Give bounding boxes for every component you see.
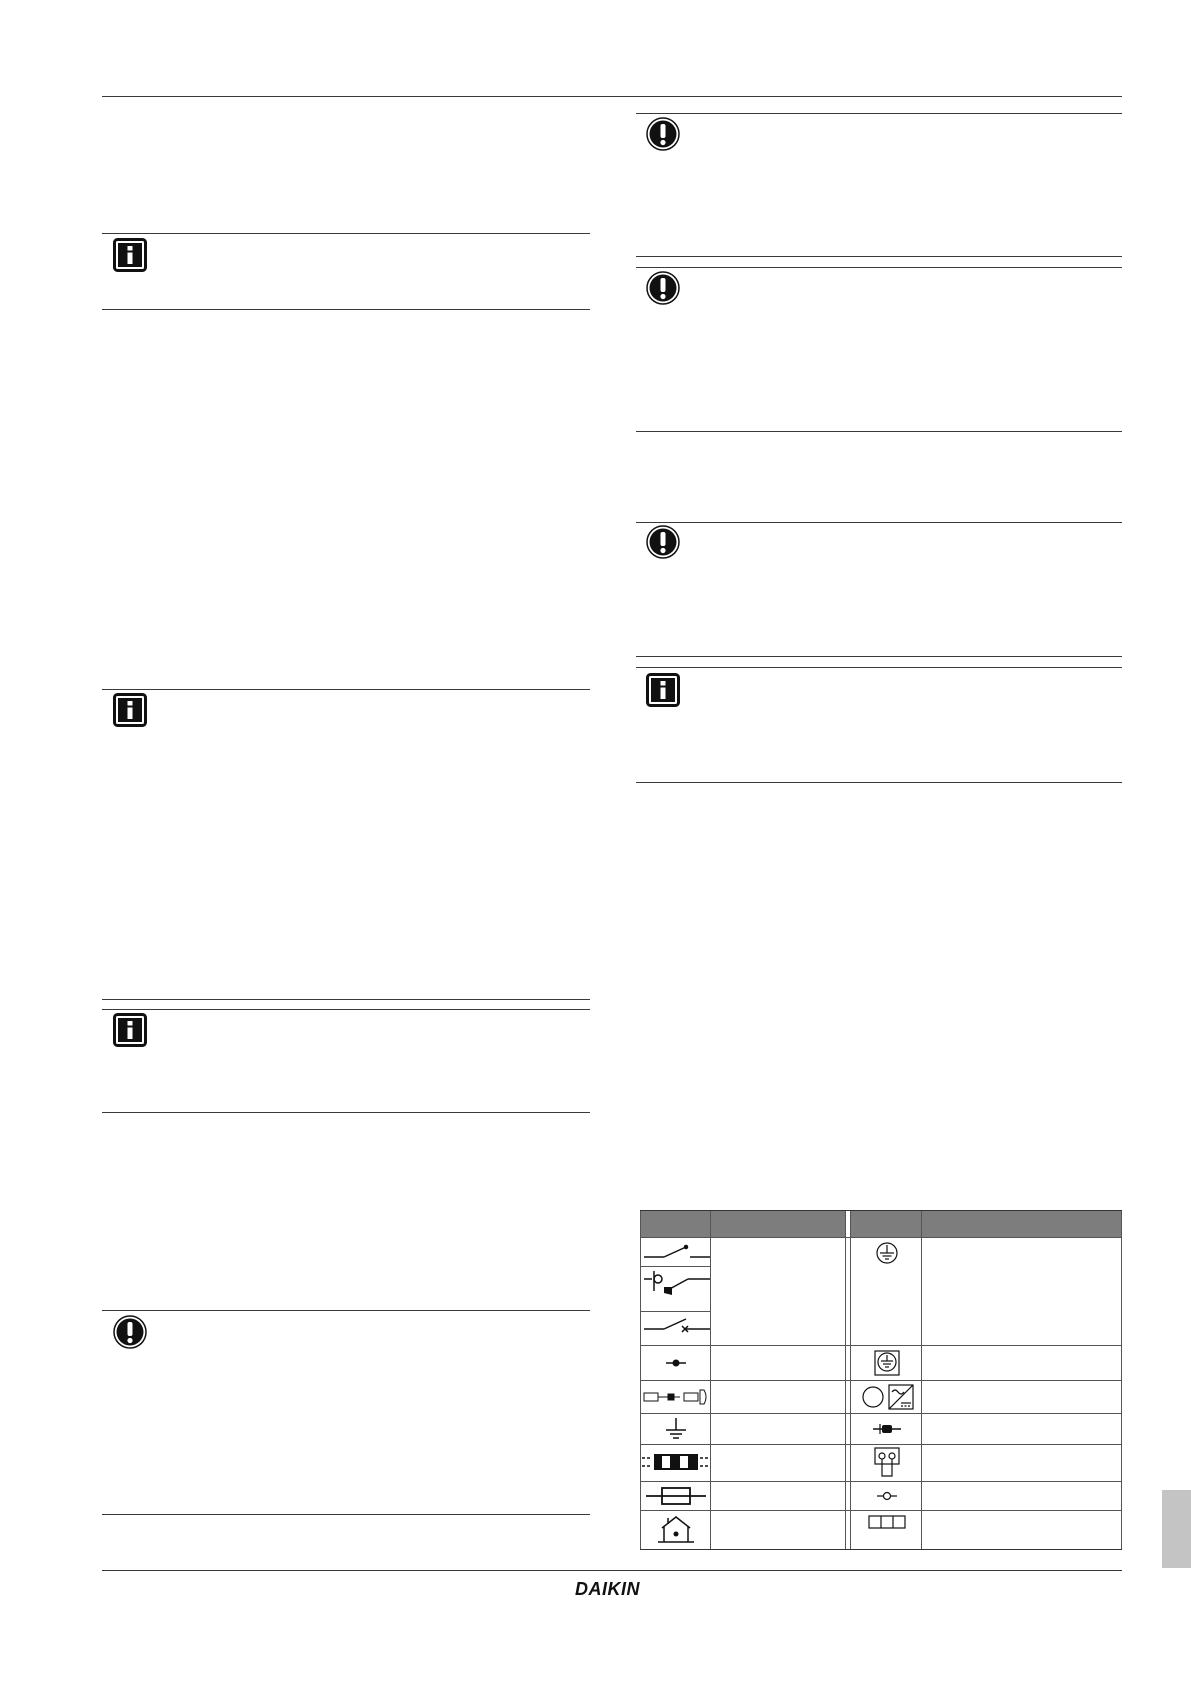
connection-symbol bbox=[642, 1347, 710, 1379]
info-icon bbox=[113, 693, 147, 727]
info-note-4-top-rule bbox=[636, 667, 1122, 668]
daikin-logo: DAIKIN bbox=[575, 1579, 640, 1599]
protective-earth-symbol bbox=[853, 1239, 921, 1269]
important-note-1-bottom-rule bbox=[102, 1514, 590, 1515]
important-note-2-top-rule bbox=[636, 113, 1122, 114]
connector-symbols bbox=[642, 1382, 710, 1412]
table-row-line bbox=[640, 1481, 1122, 1482]
info-note-3-bottom-rule bbox=[102, 1112, 590, 1113]
fuse-symbol bbox=[642, 1483, 710, 1509]
info-note-2-top-rule bbox=[102, 689, 590, 690]
chapter-side-tab bbox=[1162, 1490, 1191, 1568]
important-note-3-bottom-rule bbox=[636, 431, 1122, 432]
info-icon bbox=[113, 1013, 147, 1047]
table-header-cell bbox=[922, 1211, 1122, 1237]
header-rule bbox=[102, 96, 1122, 97]
important-note-4-top-rule bbox=[636, 522, 1122, 523]
ferrite-core-symbol bbox=[642, 1446, 710, 1480]
table-header-cell bbox=[851, 1211, 921, 1237]
table-header-cell bbox=[711, 1211, 845, 1237]
noiseless-earth-symbol bbox=[853, 1347, 921, 1379]
info-note-3-top-rule bbox=[102, 1009, 590, 1010]
table-row-line bbox=[640, 1510, 1122, 1511]
exclamation-icon bbox=[646, 117, 680, 151]
wire-clamp-symbol bbox=[853, 1415, 921, 1443]
info-icon bbox=[646, 673, 680, 707]
info-note-2-bottom-rule bbox=[102, 999, 590, 1000]
important-note-3-top-rule bbox=[636, 267, 1122, 268]
terminal-symbol bbox=[853, 1483, 921, 1509]
exclamation-icon bbox=[113, 1315, 147, 1349]
exclamation-icon bbox=[646, 271, 680, 305]
info-note-1-bottom-rule bbox=[102, 309, 590, 310]
switch-symbols bbox=[642, 1239, 710, 1343]
important-note-2-bottom-rule bbox=[636, 256, 1122, 257]
exclamation-icon bbox=[646, 525, 680, 559]
ground-symbol bbox=[642, 1415, 710, 1443]
table-row-line bbox=[640, 1237, 1122, 1238]
relay-connector-symbol bbox=[853, 1446, 921, 1480]
wiring-symbol-table bbox=[640, 1210, 1122, 1550]
important-note-1-top-rule bbox=[102, 1310, 590, 1311]
indoor-unit-symbol bbox=[642, 1512, 710, 1548]
table-header-cell bbox=[640, 1211, 710, 1237]
terminal-strip-symbol bbox=[853, 1512, 921, 1532]
table-row-line bbox=[640, 1345, 1122, 1346]
info-icon bbox=[113, 238, 147, 272]
info-note-1-top-rule bbox=[102, 233, 590, 234]
table-row-line bbox=[640, 1413, 1122, 1414]
rectifier-symbols bbox=[853, 1382, 921, 1412]
info-note-4-bottom-rule bbox=[636, 782, 1122, 783]
table-row-line bbox=[640, 1380, 1122, 1381]
table-row-line bbox=[640, 1444, 1122, 1445]
footer-rule bbox=[102, 1570, 1122, 1571]
important-note-4-bottom-rule bbox=[636, 656, 1122, 657]
